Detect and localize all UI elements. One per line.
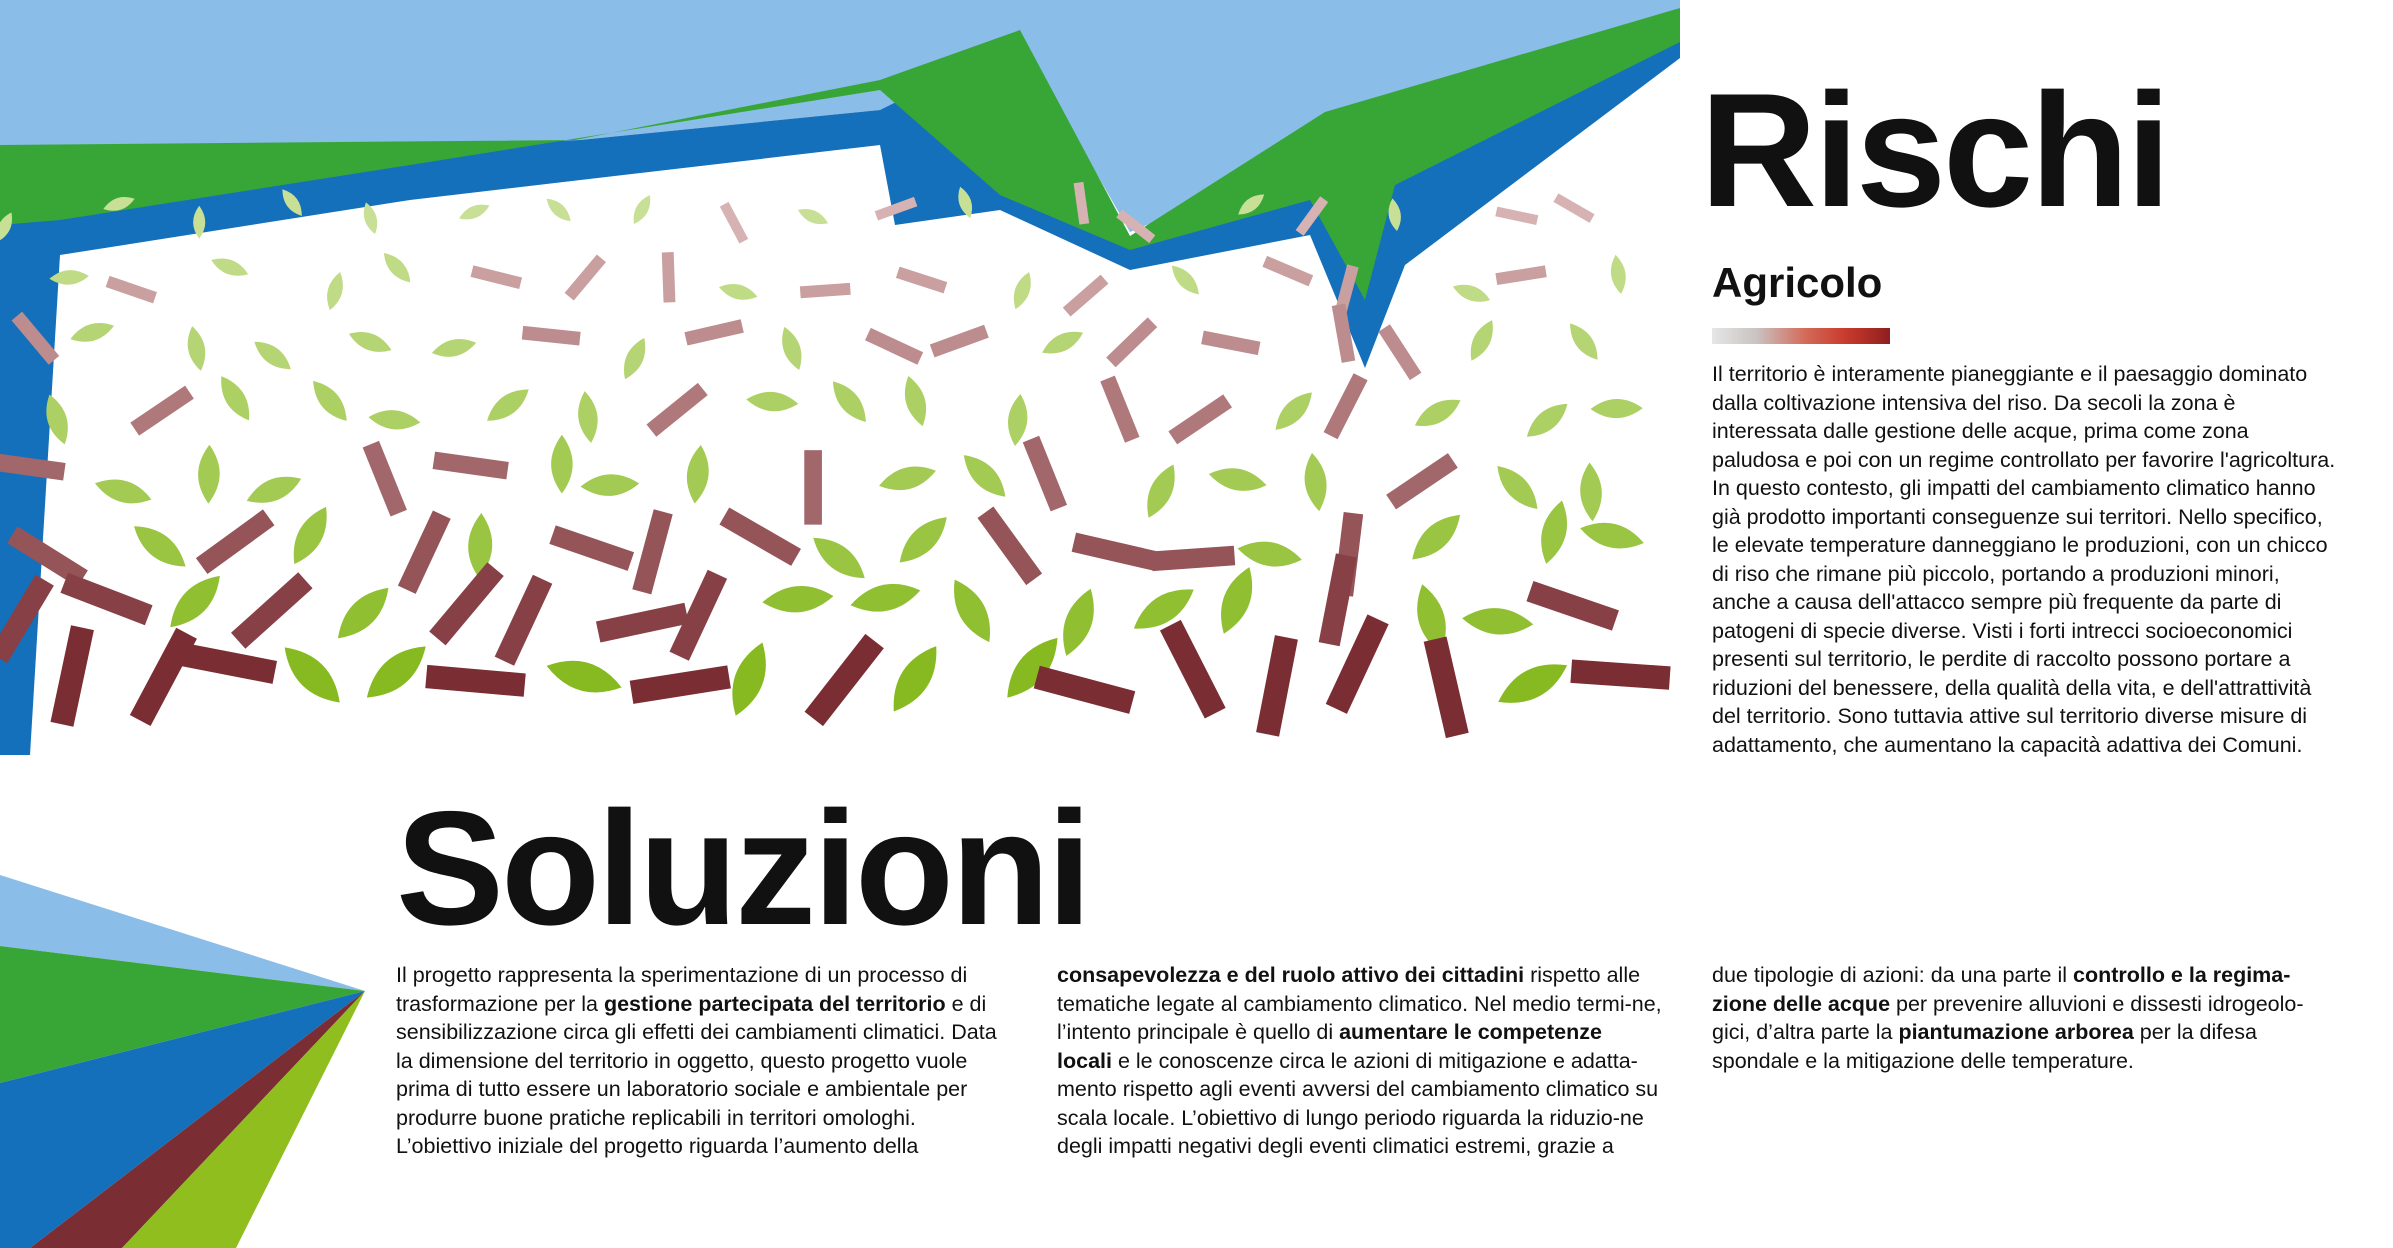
leaf-shape	[848, 578, 923, 618]
rice-grain-shape	[106, 276, 157, 304]
rice-grain-shape	[1034, 666, 1135, 714]
rice-grain-shape	[1201, 331, 1260, 355]
col3-bold-1: controllo e la regima-zione delle acque	[1712, 963, 2291, 1016]
leaf-shape	[1563, 318, 1604, 364]
leaf-shape	[1167, 261, 1205, 300]
rice-grain-shape	[662, 252, 676, 303]
solutions-column-2	[1057, 961, 1662, 1161]
particles-group	[0, 182, 1671, 738]
solutions-column-3	[1712, 961, 2322, 1075]
leaf-shape	[891, 508, 955, 571]
leaf-shape	[92, 473, 154, 510]
leaf-shape	[430, 335, 478, 362]
col3-bold-2: piantumazione arborea	[1898, 1020, 2134, 1044]
rice-grain-shape	[1319, 553, 1357, 646]
leaf-shape	[306, 375, 354, 427]
col2-bold-2: aumentare le competenze locali	[1057, 1020, 1602, 1073]
leaf-shape	[1009, 270, 1036, 312]
leaf-shape	[617, 334, 651, 382]
rice-grain-shape	[231, 572, 313, 648]
leaf-shape	[1492, 653, 1574, 715]
rice-grain-shape	[896, 267, 947, 294]
leaf-shape	[275, 637, 350, 712]
leaf-shape	[1608, 254, 1628, 295]
leaf-shape	[996, 629, 1068, 707]
rice-grain-shape	[429, 562, 504, 645]
leaf-shape	[1212, 562, 1262, 638]
leaf-shape	[249, 335, 295, 376]
rice-grain-shape	[433, 452, 509, 480]
leaf-shape	[1464, 316, 1500, 364]
leaf-shape	[1235, 537, 1304, 572]
rice-grain-shape	[1495, 207, 1538, 225]
leaf-shape	[1489, 459, 1545, 517]
rice-grain-shape	[363, 441, 407, 517]
leaf-shape	[761, 583, 834, 615]
solutions-col2-paragraph	[1057, 961, 1662, 1161]
leaf-shape	[1054, 584, 1103, 660]
risks-subtitle: Agricolo	[1712, 259, 1883, 306]
leaf-shape	[213, 371, 257, 425]
rice-grain-shape	[176, 642, 277, 684]
col2-text-1: rispetto alle tematiche legate al cambiamento climatico. Nel medio termi-ne, l’intento principale è quello di	[1057, 963, 1662, 1044]
leaf-shape	[1269, 386, 1319, 437]
col1-text-2: e di sensibilizzazione circa gli effetti dei cambiamenti climatici. Data la dimensione del territorio in oggetto, questo progetto vuole prima di tutto essere un laboratorio sociale e ambientale per produrre buone pratiche replicabili in territori omologhi. L’obiettivo iniziale del progetto riguarda l’aumento della	[396, 991, 997, 1158]
rice-grain-shape	[1023, 436, 1067, 512]
rice-grain-shape	[1106, 317, 1157, 367]
rice-grain-shape	[1324, 373, 1368, 439]
leaf-shape	[580, 473, 640, 498]
risks-paragraph: Il territorio è interamente pianeggiante e il paesaggio dominato dalla coltivazione intensiva del riso. Da secoli la zona è interessata dalle gestione delle acque, prima come zona paludosa e poi con un regime controllato per favorire l'agricoltura. In questo contesto, gli impatti del cambiamento climatico hanno già prodotto importanti conseguenze sui territori. Nello specifico, le elevate temperature danneggiano le produzioni, con un chicco di riso che rimane più piccolo, portando a produzioni minori, anche a causa dell'attacco sempre più frequente da parte di patogeni di specie diverse. Visti i forti intrecci socioeconomici presenti sul territorio, le perdite di raccolto possono portare a riduzioni del benessere, della qualità della vita, e dell'attrattività del territorio. Sono tuttavia attive sul territorio diverse misure di adattamento, che aumentano la capacità adattiva dei Comuni.	[1712, 362, 2336, 757]
leaf-shape	[543, 194, 575, 225]
rice-grain-shape	[719, 507, 801, 565]
rice-grain-shape	[1553, 193, 1594, 222]
col1-bold-1: gestione partecipata del territorio	[603, 991, 946, 1016]
leaf-shape	[1139, 460, 1183, 522]
leaf-shape	[806, 528, 872, 587]
solutions-title: Soluzioni	[396, 778, 1089, 959]
leaf-shape	[1577, 517, 1646, 555]
leaf-shape	[882, 638, 948, 719]
leaf-shape	[745, 390, 799, 414]
rice-grain-shape	[800, 283, 851, 298]
leaf-shape	[243, 469, 306, 511]
rice-grain-shape	[865, 328, 923, 365]
rice-grain-shape	[1570, 659, 1670, 689]
rice-grain-shape	[1378, 324, 1421, 380]
rice-grain-shape	[549, 525, 634, 571]
solutions-column-1	[396, 961, 1016, 1161]
leaf-shape	[717, 280, 759, 304]
leaf-shape	[575, 390, 600, 444]
rice-grain-shape	[646, 383, 707, 437]
rice-grain-shape	[1262, 256, 1313, 287]
leaf-shape	[899, 373, 932, 428]
leaf-shape	[795, 204, 830, 228]
leaf-shape	[684, 444, 712, 505]
leaf-shape	[284, 501, 337, 570]
leaf-shape	[378, 248, 415, 287]
rice-grain-shape	[1526, 581, 1618, 631]
rice-grain-shape	[1256, 635, 1298, 736]
solutions-col3-paragraph	[1712, 961, 2322, 1075]
leaf-shape	[184, 325, 209, 373]
leaf-shape	[127, 517, 193, 576]
rice-grain-shape	[495, 575, 553, 666]
leaf-shape	[329, 579, 398, 648]
rice-grain-shape	[684, 319, 743, 345]
rice-grain-shape	[632, 509, 672, 594]
leaf-shape	[1207, 463, 1269, 495]
rice-grain-shape	[196, 509, 275, 574]
corner-fan-graphic	[0, 868, 370, 1248]
leaf-shape	[1450, 280, 1492, 307]
leaf-shape	[551, 435, 573, 494]
rice-grain-shape	[1424, 637, 1469, 739]
leaf-shape	[1579, 462, 1604, 522]
rice-grain-shape	[1386, 453, 1458, 509]
leaf-shape	[1521, 396, 1574, 444]
risk-gradient-legend	[1712, 328, 1890, 344]
rice-grain-shape	[50, 625, 93, 727]
leaf-shape	[209, 253, 251, 281]
col3-text-2: per prevenire alluvioni e dissesti idrogeolo-gici, d’altra parte la	[1712, 991, 2304, 1044]
leaf-shape	[956, 447, 1013, 504]
leaf-shape	[1461, 605, 1534, 637]
leaf-shape	[161, 567, 229, 637]
leaf-shape	[876, 460, 938, 496]
col2-text-2: e le conoscenze circa le azioni di mitigazione e adatta-mento rispetto agli eventi avversi del cambiamento climatico su scala locale. L’obiettivo di lungo periodo riguarda la riduzio-ne degli impatti negativi degli eventi climatici estremi, grazie a	[1057, 1048, 1659, 1158]
leaf-shape	[629, 192, 656, 227]
rice-grain-shape	[471, 265, 523, 289]
rice-grain-shape	[1100, 376, 1139, 443]
rice-grain-shape	[930, 325, 989, 358]
risks-title: Rischi	[1700, 60, 2169, 241]
leaf-shape	[323, 270, 347, 312]
rice-grain-shape	[1151, 546, 1235, 571]
rice-grain-shape	[130, 628, 197, 726]
leaf-shape	[457, 200, 492, 224]
rice-grain-shape	[1063, 275, 1109, 317]
rice-grain-shape	[804, 450, 822, 524]
col1-text-1: Il progetto rappresenta la sperimentazione di un processo di trasformazione per la	[396, 963, 968, 1016]
leaf-shape	[1038, 325, 1086, 360]
rice-grain-shape	[60, 573, 152, 625]
col3-text-1: due tipologie di azioni: da una parte il	[1712, 963, 2073, 987]
leaf-shape	[1301, 452, 1330, 513]
leaf-shape	[826, 375, 874, 428]
rice-grain-shape	[720, 202, 748, 244]
leaf-shape	[1535, 498, 1574, 567]
leaf-shape	[543, 652, 626, 701]
rice-grain-shape	[522, 326, 581, 346]
rice-grain-shape	[1160, 620, 1226, 719]
rice-grain-shape	[630, 665, 731, 704]
leaf-shape	[1404, 506, 1468, 568]
solutions-col1-paragraph	[396, 961, 1016, 1161]
illustration-leaves-and-ridges	[0, 0, 1680, 760]
leaf-shape	[357, 636, 435, 709]
leaf-shape	[776, 324, 807, 373]
rice-grain-shape	[1168, 394, 1232, 444]
rice-grain-shape	[565, 254, 606, 300]
rice-grain-shape	[596, 603, 689, 643]
rice-grain-shape	[398, 511, 451, 594]
rice-grain-shape	[1072, 533, 1157, 571]
leaf-shape	[722, 638, 776, 721]
leaf-shape	[68, 318, 116, 347]
leaf-shape	[367, 408, 421, 432]
leaf-shape	[1005, 393, 1029, 447]
rice-grain-shape	[425, 665, 525, 697]
col2-bold-1: consapevolezza e del ruolo attivo dei cittadini	[1057, 963, 1525, 987]
rice-grain-shape	[130, 386, 194, 436]
leaf-shape	[943, 573, 1001, 648]
leaf-shape	[1590, 399, 1643, 419]
rice-grain-shape	[805, 634, 884, 726]
rice-grain-shape	[1495, 265, 1546, 285]
leaf-shape	[481, 382, 534, 429]
col3-text-3: per la difesa spondale e la mitigazione delle temperature.	[1712, 1020, 2257, 1073]
leaf-shape	[198, 445, 221, 504]
leaf-shape	[1410, 392, 1465, 434]
leaf-shape	[346, 326, 395, 358]
rice-grain-shape	[978, 507, 1043, 586]
